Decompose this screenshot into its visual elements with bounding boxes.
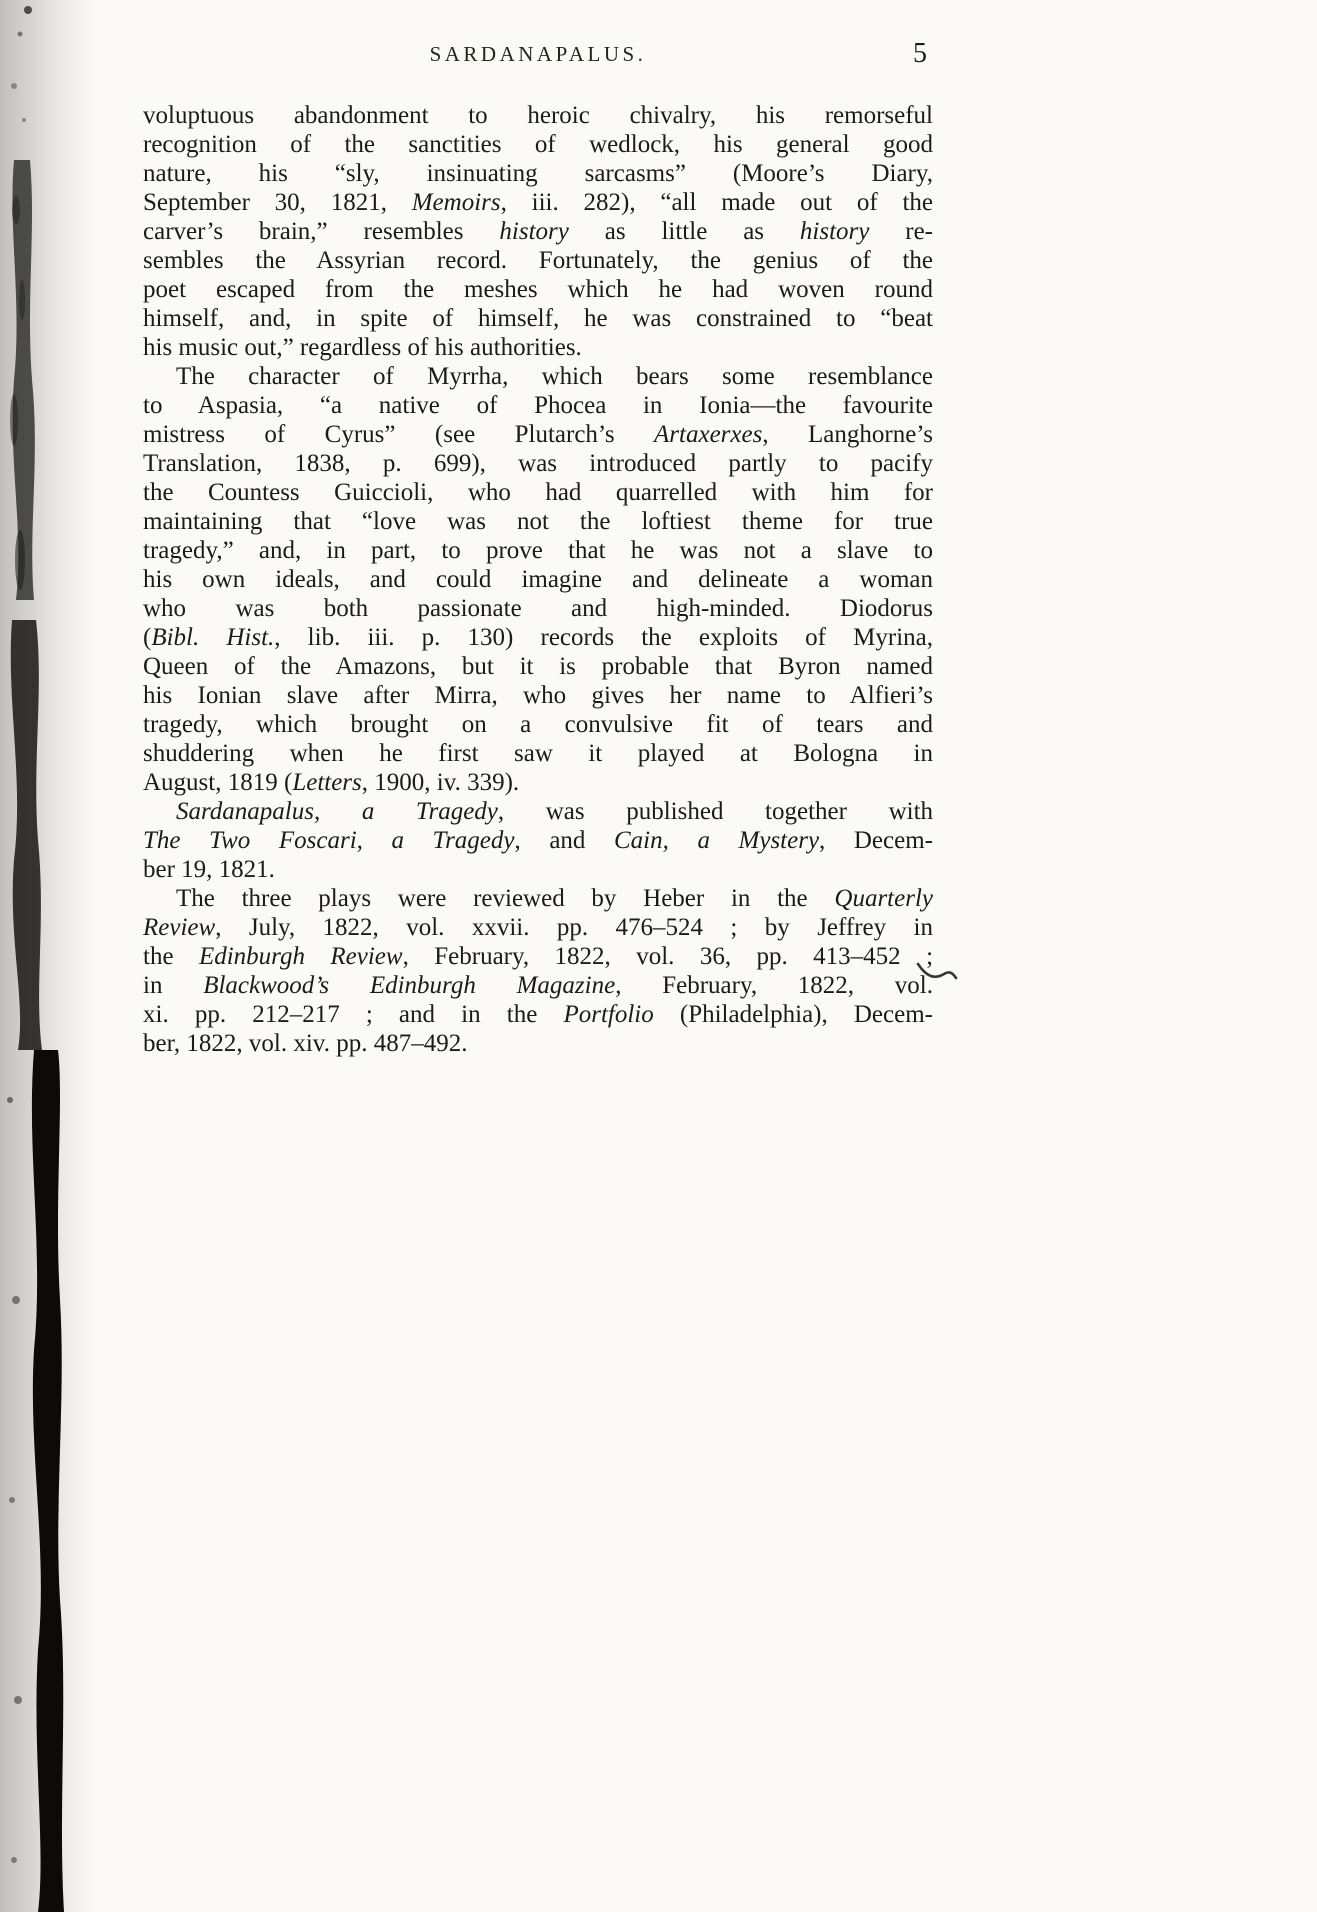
text-line: ber 19, 1821. — [143, 856, 275, 883]
text-line: poet escaped from the meshes which he had woven round — [143, 276, 933, 303]
text-line: carver’s brain,” resembles history as little as history re- — [143, 218, 933, 245]
text-line: The three plays were reviewed by Heber in the Quarterly — [176, 885, 933, 912]
text-line: September 30, 1821, Memoirs, iii. 282), “all made out of the — [143, 189, 933, 216]
text-block — [143, 101, 933, 1058]
text-line: The Two Foscari, a Tragedy, and Cain, a Mystery, Decem- — [143, 827, 933, 854]
scan-gutter-artifact — [0, 0, 95, 1912]
text-line: sembles the Assyrian record. Fortunately, the genius of the — [143, 247, 933, 274]
text-line: the Countess Guiccioli, who had quarrelled with him for — [143, 479, 933, 506]
text-line: xi. pp. 212–217 ; and in the Portfolio (Philadelphia), Decem- — [143, 1001, 933, 1028]
text-line: voluptuous abandonment to heroic chivalry, his remorseful — [143, 102, 933, 129]
text-line: mistress of Cyrus” (see Plutarch’s Artaxerxes, Langhorne’s — [143, 421, 933, 448]
text-line: maintaining that “love was not the loftiest theme for true — [143, 508, 933, 535]
text-line: who was both passionate and high-minded. Diodorus — [143, 595, 933, 622]
text-line: himself, and, in spite of himself, he was constrained to “beat — [143, 305, 933, 332]
text-line: recognition of the sanctities of wedlock, his general good — [143, 131, 933, 158]
text-line: (Bibl. Hist., lib. iii. p. 130) records the exploits of Myrina, — [143, 624, 933, 651]
scan-gutter-shade — [0, 0, 95, 1912]
text-line: August, 1819 (Letters, 1900, iv. 339). — [143, 769, 520, 796]
text-line: tragedy,” and, in part, to prove that he was not a slave to — [143, 537, 933, 564]
text-line: the Edinburgh Review, February, 1822, vol. 36, pp. 413–452 ; — [143, 943, 934, 970]
text-line: to Aspasia, “a native of Phocea in Ionia—the favourite — [143, 392, 933, 419]
text-line: Sardanapalus, a Tragedy, was published together with — [176, 798, 934, 825]
text-line: his music out,” regardless of his authorities. — [143, 334, 582, 361]
text-line: in Blackwood’s Edinburgh Magazine, February, 1822, vol. — [143, 972, 933, 999]
text-line: shuddering when he first saw it played at Bologna in — [143, 740, 933, 767]
text-line: Queen of the Amazons, but it is probable that Byron named — [143, 653, 933, 680]
text-line: his own ideals, and could imagine and delineate a woman — [143, 566, 933, 593]
text-line: Translation, 1838, p. 699), was introduced partly to pacify — [143, 450, 933, 477]
text-line: The character of Myrrha, which bears some resemblance — [176, 363, 933, 390]
page-header — [143, 38, 933, 76]
text-line: tragedy, which brought on a convulsive fit of tears and — [143, 711, 933, 738]
text-line: Review, July, 1822, vol. xxvii. pp. 476–524 ; by Jeffrey in — [143, 914, 933, 941]
text-line: his Ionian slave after Mirra, who gives her name to Alfieri’s — [143, 682, 933, 709]
running-head: SARDANAPALUS. — [429, 42, 647, 66]
text-line: nature, his “sly, insinuating sarcasms” (Moore’s Diary, — [143, 160, 933, 187]
page-number: 5 — [913, 38, 927, 69]
text-line: ber, 1822, vol. xiv. pp. 487–492. — [143, 1030, 468, 1057]
